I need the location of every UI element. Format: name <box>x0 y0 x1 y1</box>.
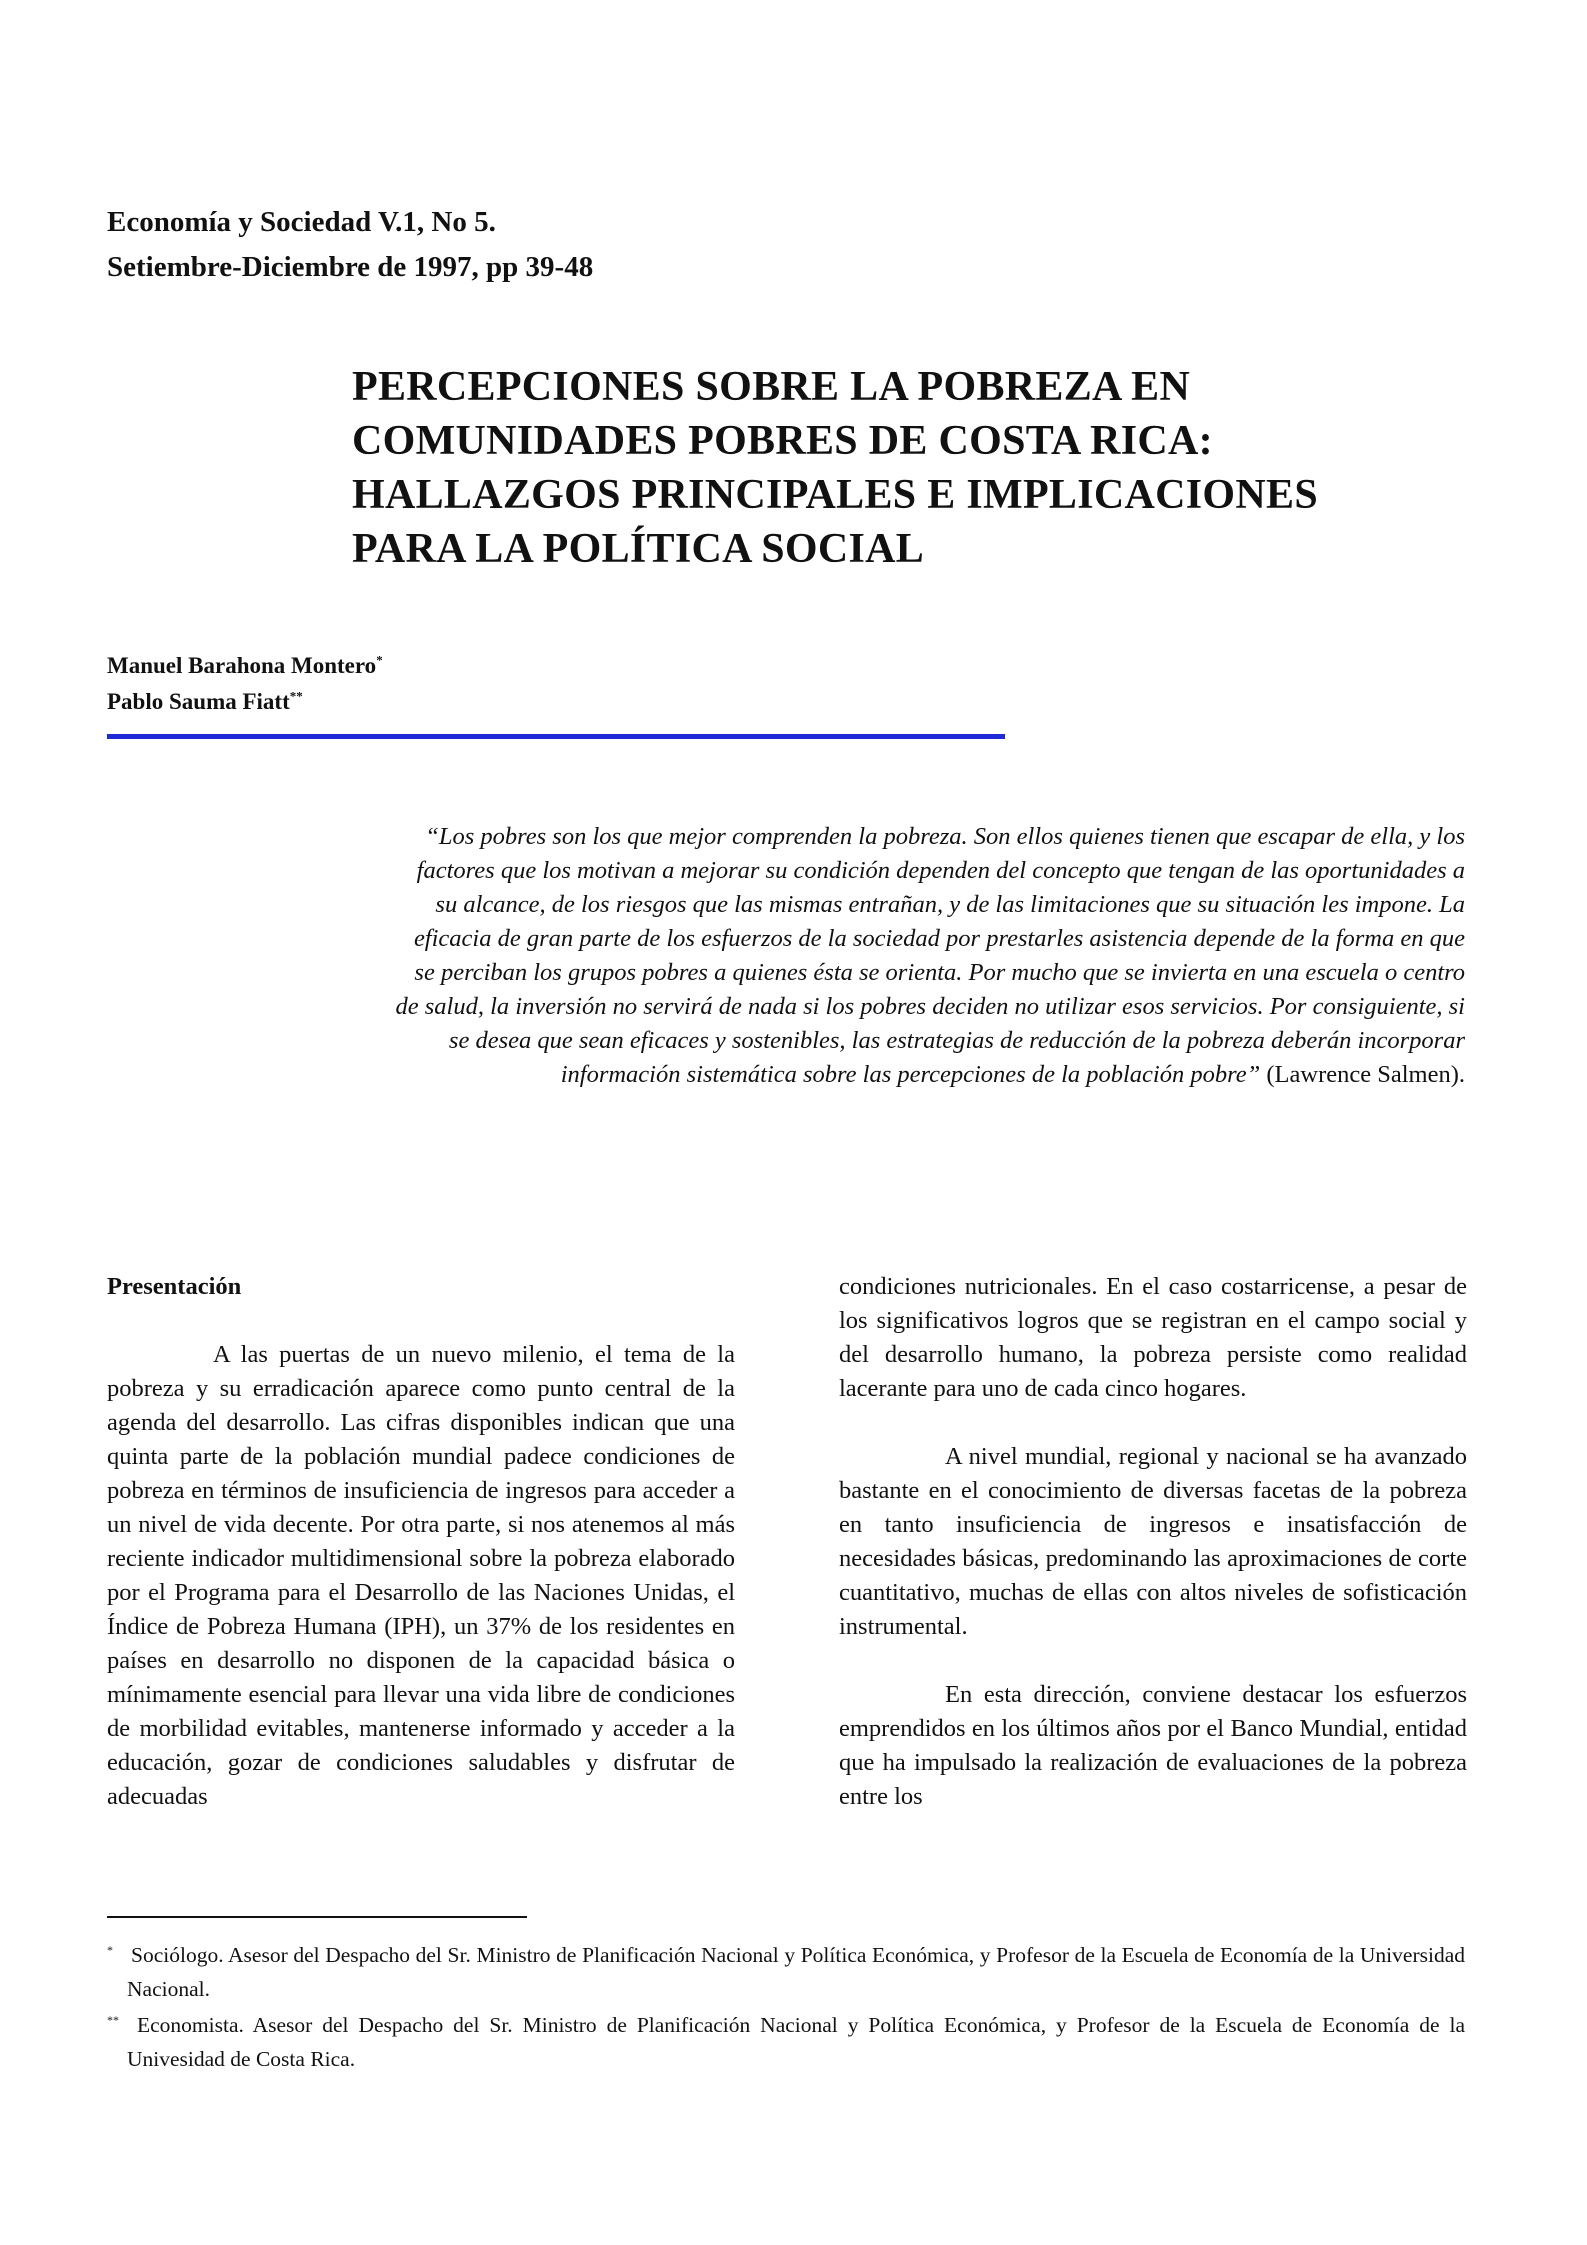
title-line-4: PARA LA POLÍTICA SOCIAL <box>352 526 925 572</box>
author-list <box>107 648 383 720</box>
title-divider <box>107 734 1005 739</box>
footnote-mark: * <box>107 1942 113 1957</box>
section-heading: Presentación <box>107 1273 242 1300</box>
article-title <box>352 360 1452 576</box>
epigraph-quote <box>395 820 1465 1092</box>
footnote <box>107 1938 1465 2006</box>
footnote-text: Economista. Asesor del Despacho del Sr. Ministro de Planificación Nacional y Política Económica, y Profesor de la Escuela de Economía de la Univesidad de Costa Rica. <box>127 2013 1465 2071</box>
journal-citation <box>107 200 593 290</box>
author-footnote-mark: * <box>376 652 383 668</box>
body-column-right <box>839 1270 1467 1848</box>
author-name: Pablo Sauma Fiatt <box>107 689 290 714</box>
author-name: Manuel Barahona Montero <box>107 653 377 678</box>
author <box>107 684 383 720</box>
paragraph: A las puertas de un nuevo milenio, el tema de la pobreza y su erradicación aparece como punto central de la agenda del desarrollo. Las cifras disponibles indican que una quinta parte de la población mundial padece condiciones de pobreza en términos de insuficiencia de ingresos para acceder a un nivel de vida decente. Por otra parte, si nos atenemos al más reciente indicador multidimensional sobre la pobreza elaborado por el Programa para el Desarrollo de las Naciones Unidas, el Índice de Pobreza Humana (IPH), un 37% de los residentes en países en desarrollo no disponen de la capacidad básica o mínimamente esencial para llevar una vida libre de condiciones de morbilidad evitables, mantenerse informado y acceder a la educación, gozar de condiciones saludables y disfrutar de adecuadas <box>107 1341 735 1810</box>
footnotes <box>107 1938 1465 2078</box>
paragraph: A nivel mundial, regional y nacional se ha avanzado bastante en el conocimiento de diversas facetas de la pobreza en tanto insuficiencia de ingresos e insatisfacción de necesidades básicas, predominando las aproximaciones de corte cuantitativo, muchas de ellas con altos niveles de sofisticación instrumental. <box>839 1443 1467 1640</box>
journal-date-pages-line: Setiembre-Diciembre de 1997, pp 39-48 <box>107 251 594 283</box>
paragraph: En esta dirección, conviene destacar los esfuerzos emprendidos en los últimos años por el Banco Mundial, entidad que ha impulsado la realización de evaluaciones de la pobreza entre los <box>839 1681 1467 1810</box>
footnote-mark: ** <box>107 2012 119 2027</box>
author-footnote-mark: ** <box>289 688 303 704</box>
epigraph-attribution: (Lawrence Salmen). <box>1266 1061 1465 1088</box>
footnote <box>107 2008 1465 2076</box>
journal-volume-line: Economía y Sociedad V.1, No 5. <box>107 206 496 238</box>
paragraph: condiciones nutricionales. En el caso costarricense, a pesar de los significativos logros que se registran en el campo social y del desarrollo humano, la pobreza persiste como realidad lacerante para uno de cada cinco hogares. <box>839 1273 1467 1402</box>
epigraph-text: “Los pobres son los que mejor comprenden la pobreza. Son ellos quienes tienen que escapar de ella, y los factores que los motivan a mejorar su condición dependen del concepto que tengan de las oportunidades a su alcance, de los riesgos que las mismas entrañan, y de las limitaciones que su situación les impone. La eficacia de gran parte de los esfuerzos de la sociedad por prestarles asistencia depende de la forma en que se perciban los grupos pobres a quienes ésta se orienta. Por mucho que se invierta en una escuela o centro de salud, la inversión no servirá de nada si los pobres deciden no utilizar esos servicios. Por consiguiente, si se desea que sean eficaces y sostenibles, las estrategias de reducción de la pobreza deberán incorporar información sistemática sobre las percepciones de la población pobre” <box>395 823 1465 1088</box>
footnote-text: Sociólogo. Asesor del Despacho del Sr. Ministro de Planificación Nacional y Política Económica, y Profesor de la Escuela de Economía de la Universidad Nacional. <box>127 1943 1465 2001</box>
author <box>107 648 383 684</box>
body-column-left <box>107 1270 735 1848</box>
title-line-2: COMUNIDADES POBRES DE COSTA RICA: <box>352 418 1213 464</box>
title-line-3: HALLAZGOS PRINCIPALES E IMPLICACIONES <box>352 472 1318 518</box>
footnote-separator <box>107 1916 527 1918</box>
title-line-1: PERCEPCIONES SOBRE LA POBREZA EN <box>352 364 1191 410</box>
